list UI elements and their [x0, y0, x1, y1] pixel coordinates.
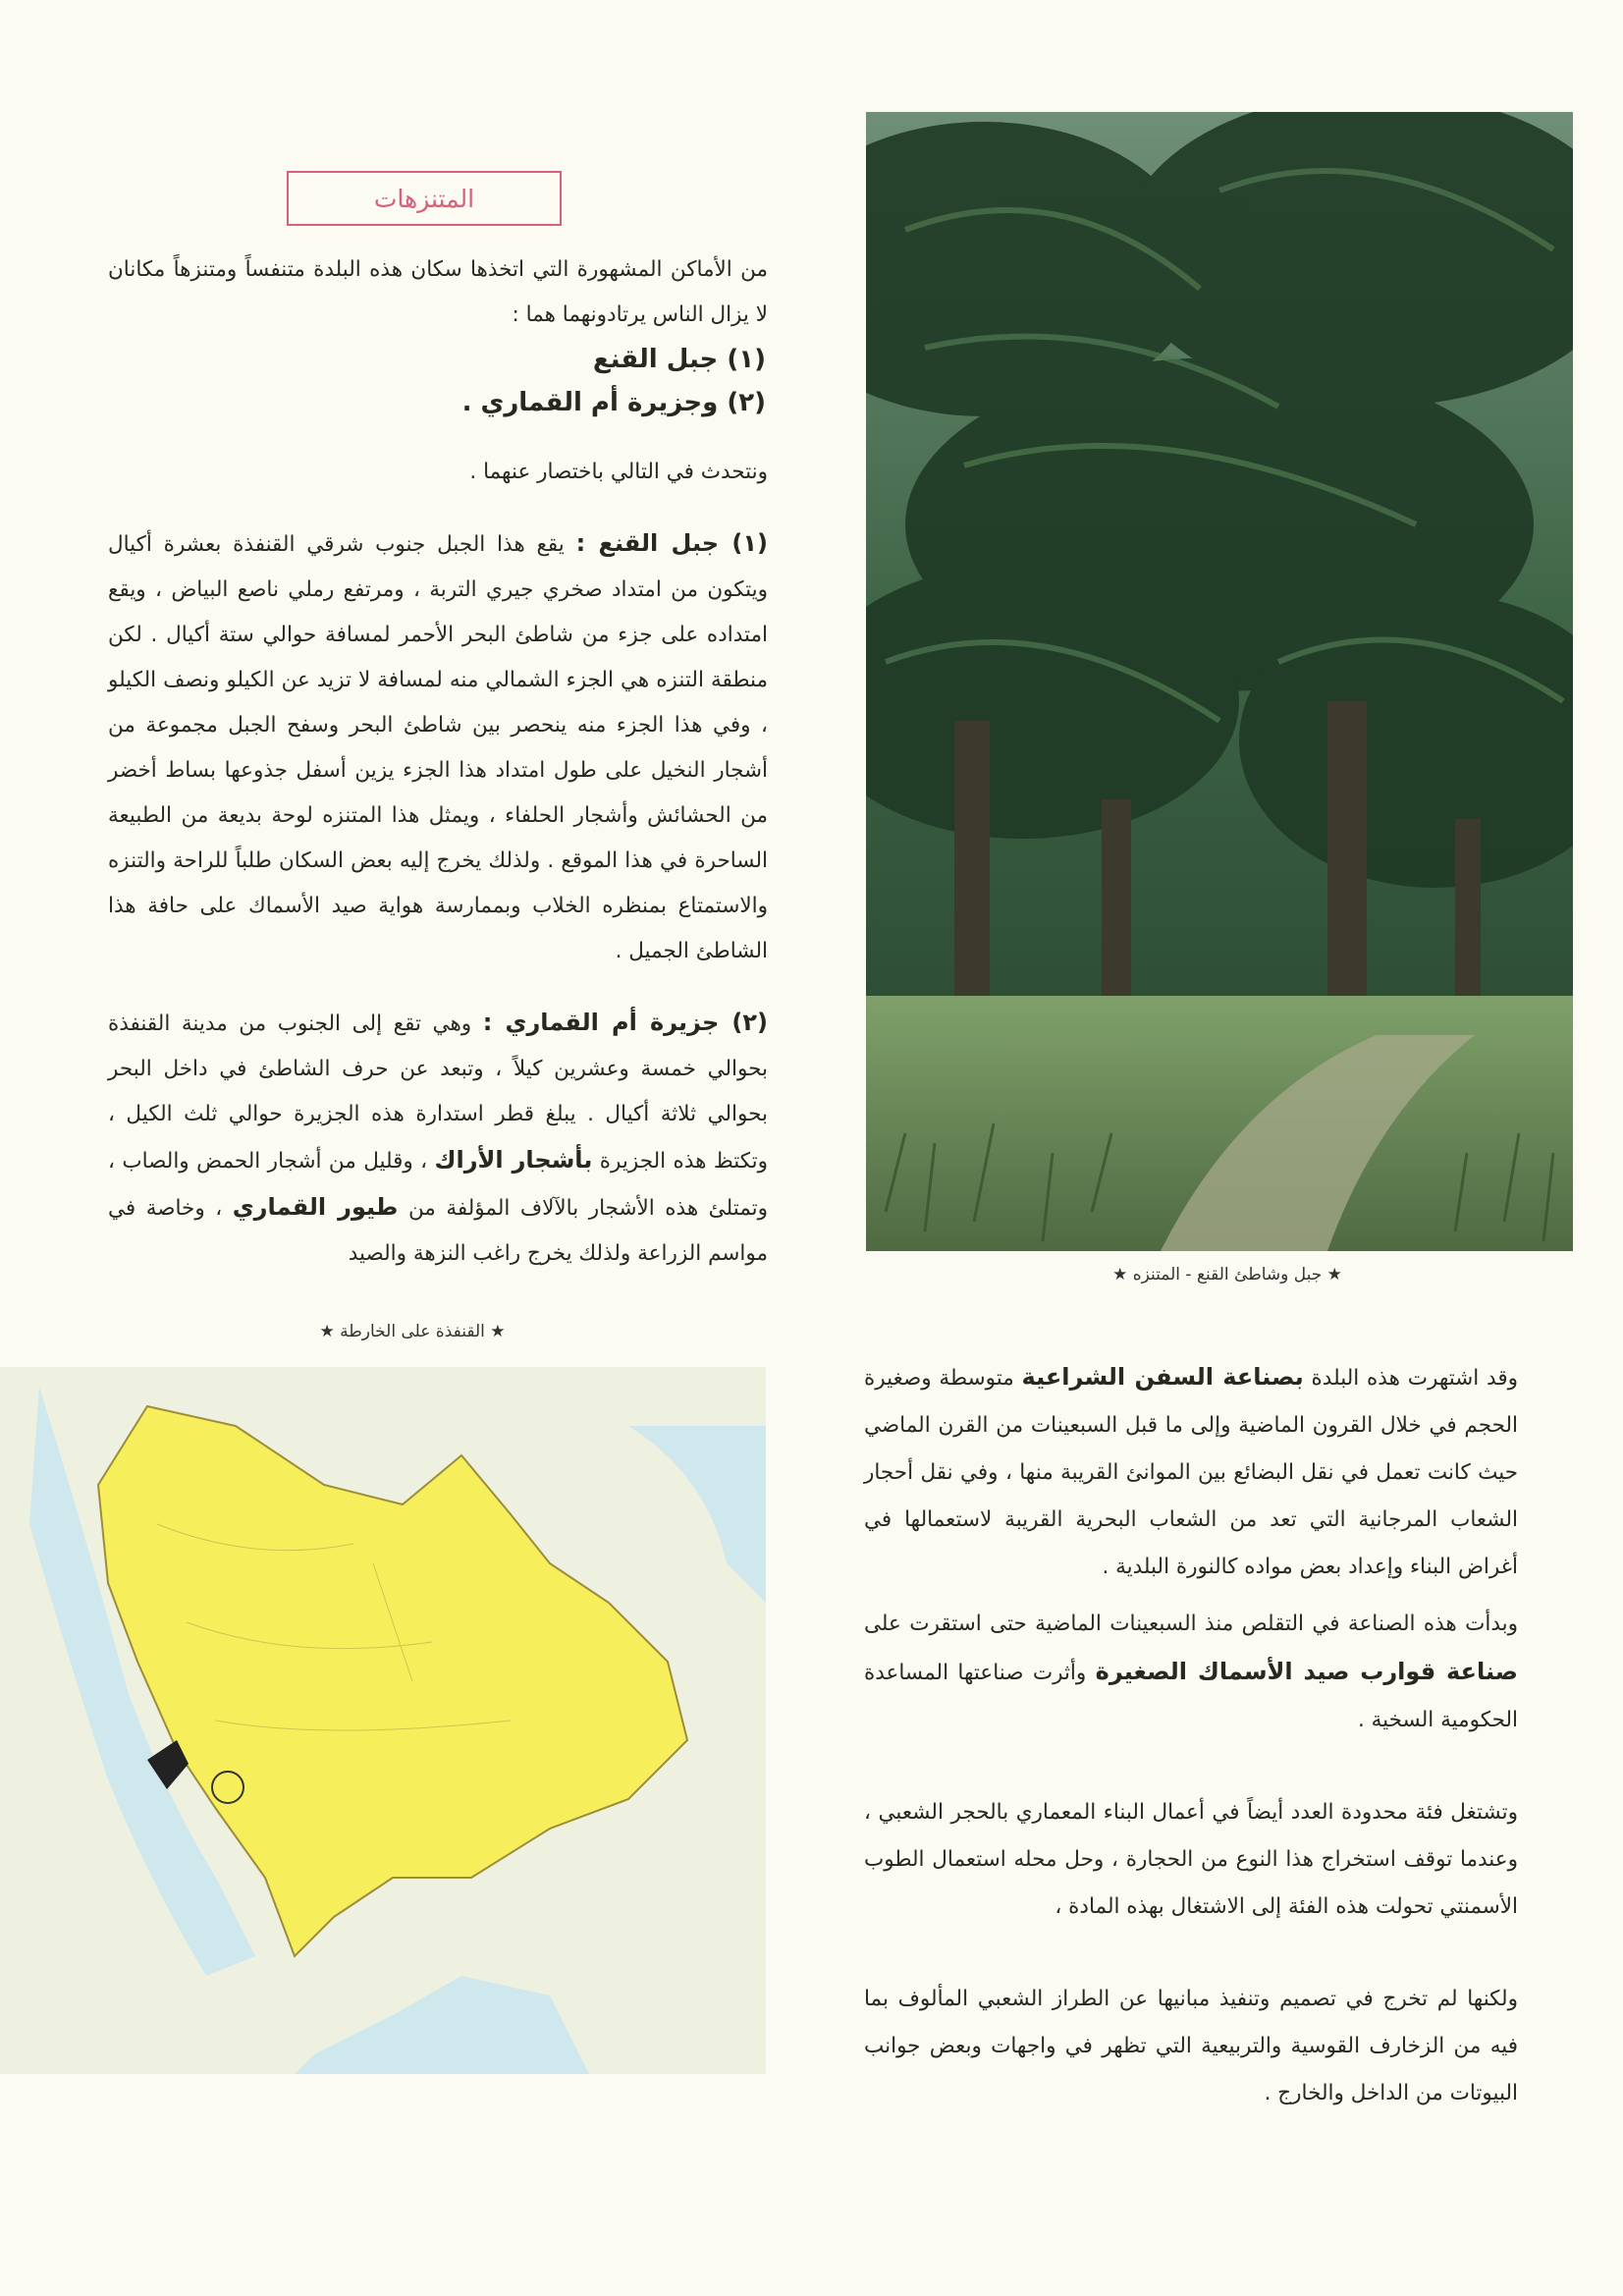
paragraph-jabal-alqana: [108, 520, 768, 974]
list-item-1: (١) جبل القنع: [592, 345, 766, 374]
emphasis-text: طيور القماري: [232, 1193, 399, 1221]
paragraph-ship-industry: [864, 1353, 1518, 1591]
emphasis-text: صناعة قوارب صيد الأسماك الصغيرة: [1095, 1658, 1518, 1685]
palm-grove-photo: [866, 112, 1573, 1251]
section-heading-box: [287, 171, 562, 226]
paragraph-text: يقع هذا الجبل جنوب شرقي القنفذة بعشرة أكيال ويتكون من امتداد صخري جيري التربة ، ومرتفع رملي ناصع البياض ، ويقع امتداده على جزء من شاطئ البحر الأحمر لمسافة حوالي ستة أكيال . لكن منطقة التنزه هي الجزء الشمالي منه لمسافة لا تزيد عن الكيلو ونصف الكيلو ، وفي هذا الجزء منه ينحصر بين شاطئ البحر وسفح الجبل مجموعة من أشجار النخيل على طول امتداد هذا الجزء يزين أسفل جذوعها بساط أخضر من الحشائش وأشجار الحلفاء ، ويمثل هذا المتنزه لوحة بديعة من الطبيعة الساحرة في هذا الموقع . ولذلك يخرج إليه بعض السكان طلباً للراحة والتنزه والاستمتاع بمنظره الخلاب وبممارسة هواية صيد الأسماك على حافة هذا الشاطئ الجميل .: [108, 532, 768, 963]
paragraph-construction: وتشتغل فئة محدودة العدد أيضاً في أعمال البناء المعماري بالحجر الشعبي ، وعندما توقف استخراج هذا النوع من الحجارة ، وحل محله استعمال الطوب الأسمنتي تحولت هذه الفئة إلى الاشتغال بهذه المادة ،: [864, 1800, 1518, 1919]
saudi-map: [0, 1367, 766, 2074]
brief-paragraph: ونتحدث في التالي باختصار عنهما .: [469, 460, 768, 484]
paragraph-folk-style: ولكنها لم تخرج في تصميم وتنفيذ مبانيها عن الطراز الشعبي المألوف بما فيه من الزخارف القوسية والتربيعية التي تظهر في واجهات وبعض جوانب البيوتات من الداخل والخارج .: [864, 1987, 1518, 2105]
emphasis-text: بصناعة السفن الشراعية: [1021, 1363, 1304, 1391]
photo-caption: ★ جبل وشاطئ القنع - المتنزه ★: [1112, 1265, 1342, 1285]
section-heading: المتنزهات: [373, 184, 475, 213]
emphasis-text: بأشجار الأراك: [434, 1146, 593, 1174]
intro-paragraph: من الأماكن المشهورة التي اتخذها سكان هذه البلدة متنفساً ومتنزهاً مكانان لا يزال الناس يرتادونهما هما :: [108, 257, 768, 327]
paragraph-boat-industry: [864, 1601, 1518, 1744]
paragraph-text: وبدأت هذه الصناعة في التقلص منذ السبعينات الماضية حتى استقرت على: [864, 1612, 1518, 1636]
paragraph-text: وأثرت صناعتها المساعدة الحكومية السخية .: [864, 1661, 1518, 1732]
paragraph-text: ، وخاصة في مواسم الزراعة ولذلك يخرج راغب النزهة والصيد: [108, 1196, 768, 1266]
paragraph-text: ، وقليل من أشجار الحمض والصاب ، وتمتلئ هذه الأشجار بالآلاف المؤلفة من: [108, 1149, 769, 1221]
right-text-column: [864, 1353, 1518, 2117]
paragraph-umm-alqamari: [108, 1000, 768, 1277]
saudi-map-illustration: [0, 1367, 766, 2074]
map-caption: ★ القنفذة على الخارطة ★: [319, 1322, 506, 1341]
paragraph-text: وقد اشتهرت هذه البلدة: [1311, 1366, 1518, 1391]
left-text-column: [108, 247, 768, 1277]
paragraph-text: وهي تقع إلى الجنوب من مدينة القنفذة بحوالي خمسة وعشرين كيلاً ، وتبعد عن حرف الشاطئ في داخل البحر بحوالي ثلاثة أكيال . يبلغ قطر استدارة هذه الجزيرة حوالي ثلث الكيل ، وتكتظ هذه الجزيرة: [108, 1011, 768, 1174]
paragraph-title: (١) جبل القنع :: [575, 529, 768, 557]
paragraph-text: متوسطة وصغيرة الحجم في خلال القرون الماضية وإلى ما قبل السبعينات من القرن الماضي حيث كانت تعمل في نقل البضائع بين الموانئ القريبة منها ، وفي نقل أحجار الشعاب المرجانية التي تعد من الشعاب البحرية القريبة لاستعمالها في أغراض البناء وإعداد بعض مواده كالنورة البلدية .: [864, 1366, 1518, 1579]
list-item-2: (٢) وجزيرة أم القماري .: [461, 388, 766, 417]
palm-grove-illustration: [866, 112, 1573, 1251]
paragraph-title: (٢) جزيرة أم القماري :: [482, 1009, 768, 1036]
